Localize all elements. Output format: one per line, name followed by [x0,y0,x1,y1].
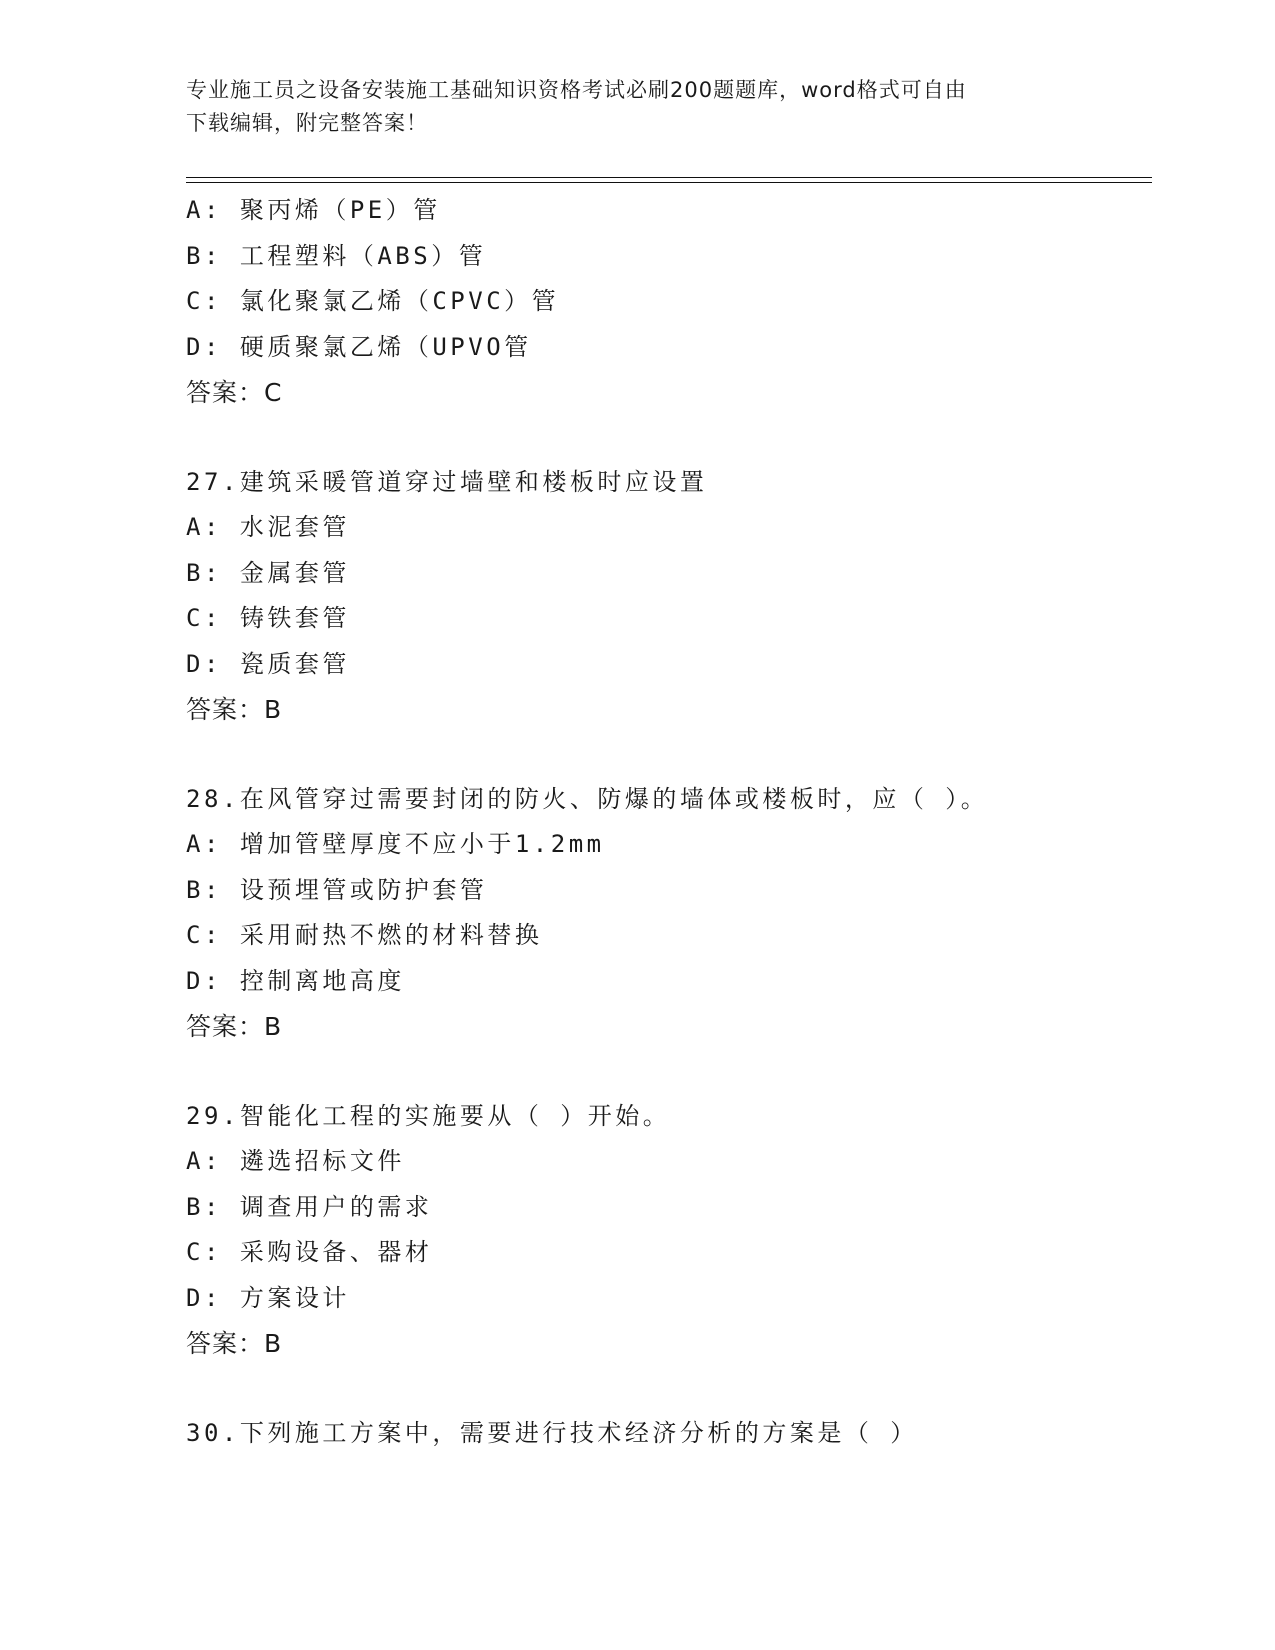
question-text: 30.下列施工方案中，需要进行技术经济分析的方案是（ ） [186,1418,918,1447]
question-text: 29.智能化工程的实施要从（ ）开始。 [186,1101,671,1130]
option-a: A: 增加管壁厚度不应小于1.2mm [186,830,605,858]
option-d: D: 硬质聚氯乙烯（UPVO管 [186,332,532,361]
option-b: B: 工程塑料（ABS）管 [186,241,487,270]
option-c: C: 采用耐热不燃的材料替换 [186,921,543,949]
option-b: B: 调查用户的需求 [186,1192,433,1221]
option-c: C: 氯化聚氯乙烯（CPVC）管 [186,287,560,315]
option-d: D: 控制离地高度 [186,966,405,995]
question-list [186,188,1152,1456]
question-block-28 [186,777,1152,1050]
option-a: A: 水泥套管 [186,513,350,541]
answer-line: 答案：B [186,1012,283,1041]
answer-line: 答案：B [186,695,283,724]
question-block-27 [186,460,1152,733]
option-d: D: 方案设计 [186,1283,350,1312]
option-a: A: 聚丙烯（PE）管 [186,196,441,224]
header-rule-top [186,177,1152,178]
header-rule-bottom [186,182,1152,183]
answer-line: 答案：C [186,378,283,407]
question-block-26 [186,188,1152,416]
option-d: D: 瓷质套管 [186,649,350,678]
question-block-29 [186,1094,1152,1367]
option-b: B: 设预埋管或防护套管 [186,875,488,904]
header-line-2: 下载编辑，附完整答案！ [186,111,428,135]
question-text: 27.建筑采暖管道穿过墙壁和楼板时应设置 [186,467,708,496]
header-line-1: 专业施工员之设备安装施工基础知识资格考试必刷200题题库，word格式可自由 [186,78,967,102]
option-a: A: 遴选招标文件 [186,1147,405,1175]
question-text: 28.在风管穿过需要封闭的防火、防爆的墙体或楼板时，应（ ）。 [186,784,989,813]
question-block-30 [186,1411,1152,1457]
option-c: C: 采购设备、器材 [186,1238,433,1266]
option-c: C: 铸铁套管 [186,604,350,632]
option-b: B: 金属套管 [186,558,350,587]
document-header [186,74,1086,140]
answer-line: 答案：B [186,1329,283,1358]
